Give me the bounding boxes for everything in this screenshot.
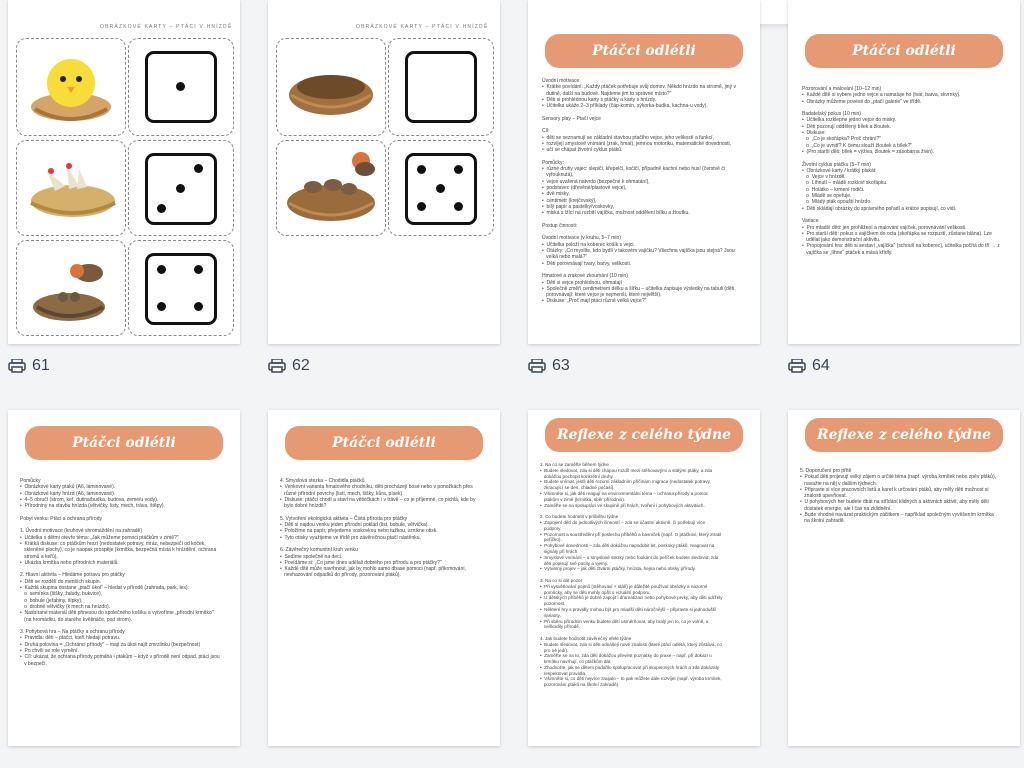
dice-three-card <box>128 140 234 236</box>
page-title-banner: Ptáčci odlétli <box>805 34 1003 68</box>
page-label-62[interactable] <box>268 357 310 375</box>
dice-four-card <box>128 240 234 336</box>
page-header: OBRÁZKOVÉ KARTY – PTÁCI V HNÍZDĚ <box>356 24 489 30</box>
page-card-66[interactable] <box>268 410 500 746</box>
printer-icon <box>268 359 286 373</box>
page-body-text: Úvodní motivace • Krátké povídání: „Každý ptáček potřebuje svůj domov. Někdo hnízdo na stromě, jiný v dutině, další na budově. Najdeme jim to správné místo?" • Děti si prohlédnou karty s ptáčky a karty s hnízdy. • Učitelka ukáže 2–3 příklady (čáp-komín, sýkorka-budka, kachna-u vody). Sensory play – Ptačí vejce Cíl: • děti se seznamují se základní stavbou ptačího vejce, jeho velikostí a funkcí, • rozvíjejí smyslové vnímání (zrak, hmat), jemnou motoriku, matematické dovednosti, • učí se chápat životní cyklus ptáků. Pomůcky: • různé druhy vajec: slepičí, křepelčí, kočičí, případně kachní nebo husí (čerstvě či vyfouknutá), • vejce uvařená natvrdo (bezpečné k ohmatání), • podstavec (dřevěné/plastové vejce), • dvě misky, • centimetr (krejčovský), • bílý papír a pastelky/voskovky, • miska s lžící na rozbití vajíčka, možnost oddělení bílku a žloutku. Postup činnosti: Úvodní motivace (v kruhu, 5–7 min) • Učitelka položí na koberec košík s vejci. • Otázky: „Co myslíte, kdo bydlí v takovém vajíčku? Všechna vajíčka jsou stejná? Jsou velká nebo malá?" • Děti porovnávají tvary, barvy, velikosti. Hmatové a zrakové zkoumání (10 min) • Děti si vejce prohlédnou, ohmatají • Společně změří centimetrem délku a šířku – učitelka zapisuje výsledky na tabuli (děti porovnávají: které vejce je nejmenší, které největší). • Diskuse: „Proč mají ptáci různě velká vejce?" <box>542 78 736 305</box>
page-card-64[interactable] <box>788 0 1020 344</box>
page-body-text: 1. Na co se zaměřte během týdne • Budete sledovat, zda si děti chápou rozdíl mezi stěhovavými a stálými ptáky, a zda dokážou pochopit konkrétní druhy. • Budete vnímat, jestli děti rozumí základním příčinám migrace (nedostatek potravy, zkracující se den, chladné počasí). • Všimněte si, jak děti reagují na environmentální téma – ochrana přírody a pomoc ptákům v zimě (krmítka, sběr přírodnin). • Zaměřte se na spolupráci ve skupině při hrách, tvoření i pohybových aktivitách. 2. Co budete hodnotit v průběhu týdne • Zapojení dětí do jednotlivých činností – zda se účastní aktivně, či potřebují více podpory. • Pozornost a soustředění při poslechu příběhů a básniček (např. O ptáčkovi, který ztratil peříčko). • Pohybové dovednosti – zda děti dokážou napodobit let, poskoky ptáků, reagovat na signály při hrách. • Smyslové vnímání – u smyslové stezky nebo foukání do peříček budete sledovat, zda děti popisují své pocity a vjemy. • Výtvarný projev – jak děti ztvární ptáčky, hnízda, hejna nebo otisky přírody. 3. Na co si dát pozor • Při vysvětlování pojmů (stěhovaví × stálí) je důležité používat obrázky a názorné pomůcky, aby se děti mohly opřít o vizuální podporu. • U dětských příběhů je dobré zapojit i dramatizaci nebo pohybové prvky, aby děti udržely pozornost. • Některé hry s pravidly mohou být pro mladší děti náročnější – připravte si jednodušší varianty. • Při sběru přírodnin venku budete dětí usměrňovat, aby bralý jen to, co je volně, a neškodily přírodě. 4. Jak budete hodnotit závěrečný efekt týdne • Budete sledovat, zda si děti odnášejí nové znalosti (které ptáci odlétá, který zůstává, co pro ně jedí). • Zaměřte se na to, zda děti dokážou převést poznatky do praxe – např. při dokazi u krmítku navrhují, co ptáčkům dát. • Zhodnoťte, jak se dětem podařilo spolupracovat při skupinových hrách a zda dokázaly respektovat pravidla. • Všimněte si, co děti nejvíce zaujalo – to pak můžete dále rozvíjet (např. výroba krmítek, pozorování ptáků na školní zahradě). <box>540 462 723 688</box>
page-number: 61 <box>32 357 50 374</box>
page-body-text: Pozorování a malování (10–12 min) • Každé dítě si vybere jedno vejce a namaluje ho (tvar, barva, skvrnky). • Obrázky můžeme povésit do „ptačí galerie" ve třídě. Badatelský pokus (10 min) • Učitelka rozklepne jedno vejce do misky. • Děti pozorují oddělený bílek a žloutek. • Diskuse: o „Co je skořápka? Proč chrání?" o „Co je uvnitř? K čemu slouží žloutek a bílek?" • (Pro starší děti: bílek = výživa, žloutek = zásobárna živin). Životní cyklus ptáčku (5–7 min) • Obrázkové karty / krátký plakát: o Vejce v hnízdě. o Líhnutí – mládě rozklovl skořápku. o Holátko – krmení rodiči. o Mládě se opeřuje. o Mládý pták opouští hnízdo. • Děti skládají obrázky do správného pořadí a krátce popisují, co vidí. Variace • Pro mladší děti: jen prohlížení a malování vajíček, porovnávání velikosti. • Pro starší děti: pokus s vajíčkem do octa (skořápka se rozpustí, zůstane blána). Lze udělat jako demonstrační aktivitu. • Propojování hra: děti si sestaví „vajíčka" (schoulí na koberec), učitelka počítá do tří → z vajíčka se „líhne" ptáček a mává křídly. <box>802 86 1000 256</box>
empty-nest-image <box>276 38 386 136</box>
page-body-text: 4. Smyslová stezka – Chodidla ptáčků • Venkovní varianta hmatového chodníku, děti procházejí bosé nebo v ponožkách přes různé přírodní povrchy (listí, mech, šišky, kůra, písek). • Diskuse: ptáčci chodí a staví na větvičkách i v trávě – co je příjemné, co pichlá, kde by bylo dobré hnízdit? 5. Vytvoření ekologická aktivita – Čistá příroda pro ptáčky • Děti si najdou venku jeden přírodní poklad (list, bobule, větvička). • Položíme na papír, přejedeme voskovkou nebo tužkou, vznikne otisk. • Tyto otisky využijeme ve třídě pro závěrečnou ptačí nástěnku. 6. Závěrečný komunitní kruh venku • Sedíme společně na deci. • Povídáme si: „Co jsme dnes udělali dobrého pro přírodu a pro ptáčky?" • Každé dítě může navrhnout, jak by mohlo samo dbase pomoci (např. přikrmování, nevhazování odpadků do přírody, pozorování ptáků). <box>280 478 476 579</box>
page-body-text: 5. Doporučení pro přítě • Pokud děti projevují velký zájem o určité téma (např. výroba krmítek nebo zpěv ptáků), navažte na něj v dalším týdnech. • Připravte si více pracovních listů a karet k určování ptáků, aby měly děti možnost si znalosti upevňovat. • U pohybových her budete dbát na střídání klidných a aktivních aktivit, aby měly děti dostatek energie, ale i čas na zklidnění. • Bude vhodné navázat praktickým záčitkem – například společným vyvěšením krmítka na školní zahradě. <box>800 468 997 525</box>
page-card-68[interactable] <box>788 410 1020 746</box>
page-title-banner: Reflexe z celého týdne <box>805 418 1003 452</box>
page-card-63[interactable] <box>528 0 760 344</box>
printer-icon <box>528 359 546 373</box>
page-card-61[interactable] <box>8 0 240 344</box>
page-title-banner: Ptáčci odlétli <box>285 426 483 460</box>
chick-in-nest-image <box>16 38 126 136</box>
printer-icon <box>8 359 26 373</box>
page-body-text: Pomůcky • Obrázkové karty ptáků (A6, laminované). • Obrázkové karty hnízd (A6, laminované). • 4–5 obručí (strom, keř, dutina/budka, budova, zemé/u vody). • Přírodniny na stavbu hnízda (větvičky, listy, mech, tráva, štěpy). Pobyt venku: Ptáci a ochrana přírody 1. Úvodní motivace (kruhové shromáždění na zahradě) • Učitelka s dětmi otevře téma: „Jak můžeme pomoci ptáčkům v zimě?" • Krátká diskuse: co ptáčkům hrozí (nedostatek potravy, mráz, nebezpečí od koček, skleněné plochy), co je naopak prospěje (krmítka, bezpečná místa k hnízdění, ochrana stromů a keřů). • Ukázka krmítka nebo přírodních materiálů. 2. Hlavní aktivita – Hledáme potravu pro ptáčky • Děti se rozdělí do menších skupin. • Každá skupina dostane „ptačí úkol" – hledat v přírodě (zahrada, park, les): o semínka (šišky, žaludy, bukvice), o bobule (jeřabiny, šípky), o drobné větvičky (k mech na hnízdo). • Nasbírané materiál děti přinesou do společného košíku a vytvoříme „přírodní krmítko" (na hromádku, do starého květináče, pod strom). 3. Pohybová hra – Na ptáčky a ochranu přírody • Pravidla: děti – ptáčci, kteří hledají potravu. • Druhá polovina = „Ochránci přírody" – mají za úkol najít zmrzlinku (bezpečnost) • Po chvíli se role vymění. • Cíl: ukázat, že ochrana přírody pomáhá i ptákům – když v přírodě není odpad, ptáci jsou v bezpečí. <box>20 478 220 667</box>
dice-one-card <box>128 38 234 136</box>
birds-in-nest-image <box>276 140 386 236</box>
page-title-banner: Ptáčci odlétli <box>545 34 743 68</box>
page-card-65[interactable] <box>8 410 240 746</box>
page-card-67[interactable] <box>528 410 760 746</box>
page-title-banner: Ptáčci odlétli <box>25 426 223 460</box>
robin-nest-image <box>16 240 126 336</box>
printer-icon <box>788 359 806 373</box>
page-number: 63 <box>552 357 570 374</box>
page-number: 64 <box>812 357 830 374</box>
chicks-in-nest-image <box>16 140 126 236</box>
page-title-banner: Reflexe z celého týdne <box>545 418 743 452</box>
page-header: OBRÁZKOVÉ KARTY – PTÁCI V HNÍZDĚ <box>100 24 233 30</box>
dice-blank-card <box>388 38 494 136</box>
dice-five-card <box>388 140 494 236</box>
page-label-63[interactable] <box>528 357 570 375</box>
page-number: 62 <box>292 357 310 374</box>
page-label-64[interactable] <box>788 357 830 375</box>
page-label-61[interactable] <box>8 357 50 375</box>
page-card-62[interactable] <box>268 0 500 344</box>
